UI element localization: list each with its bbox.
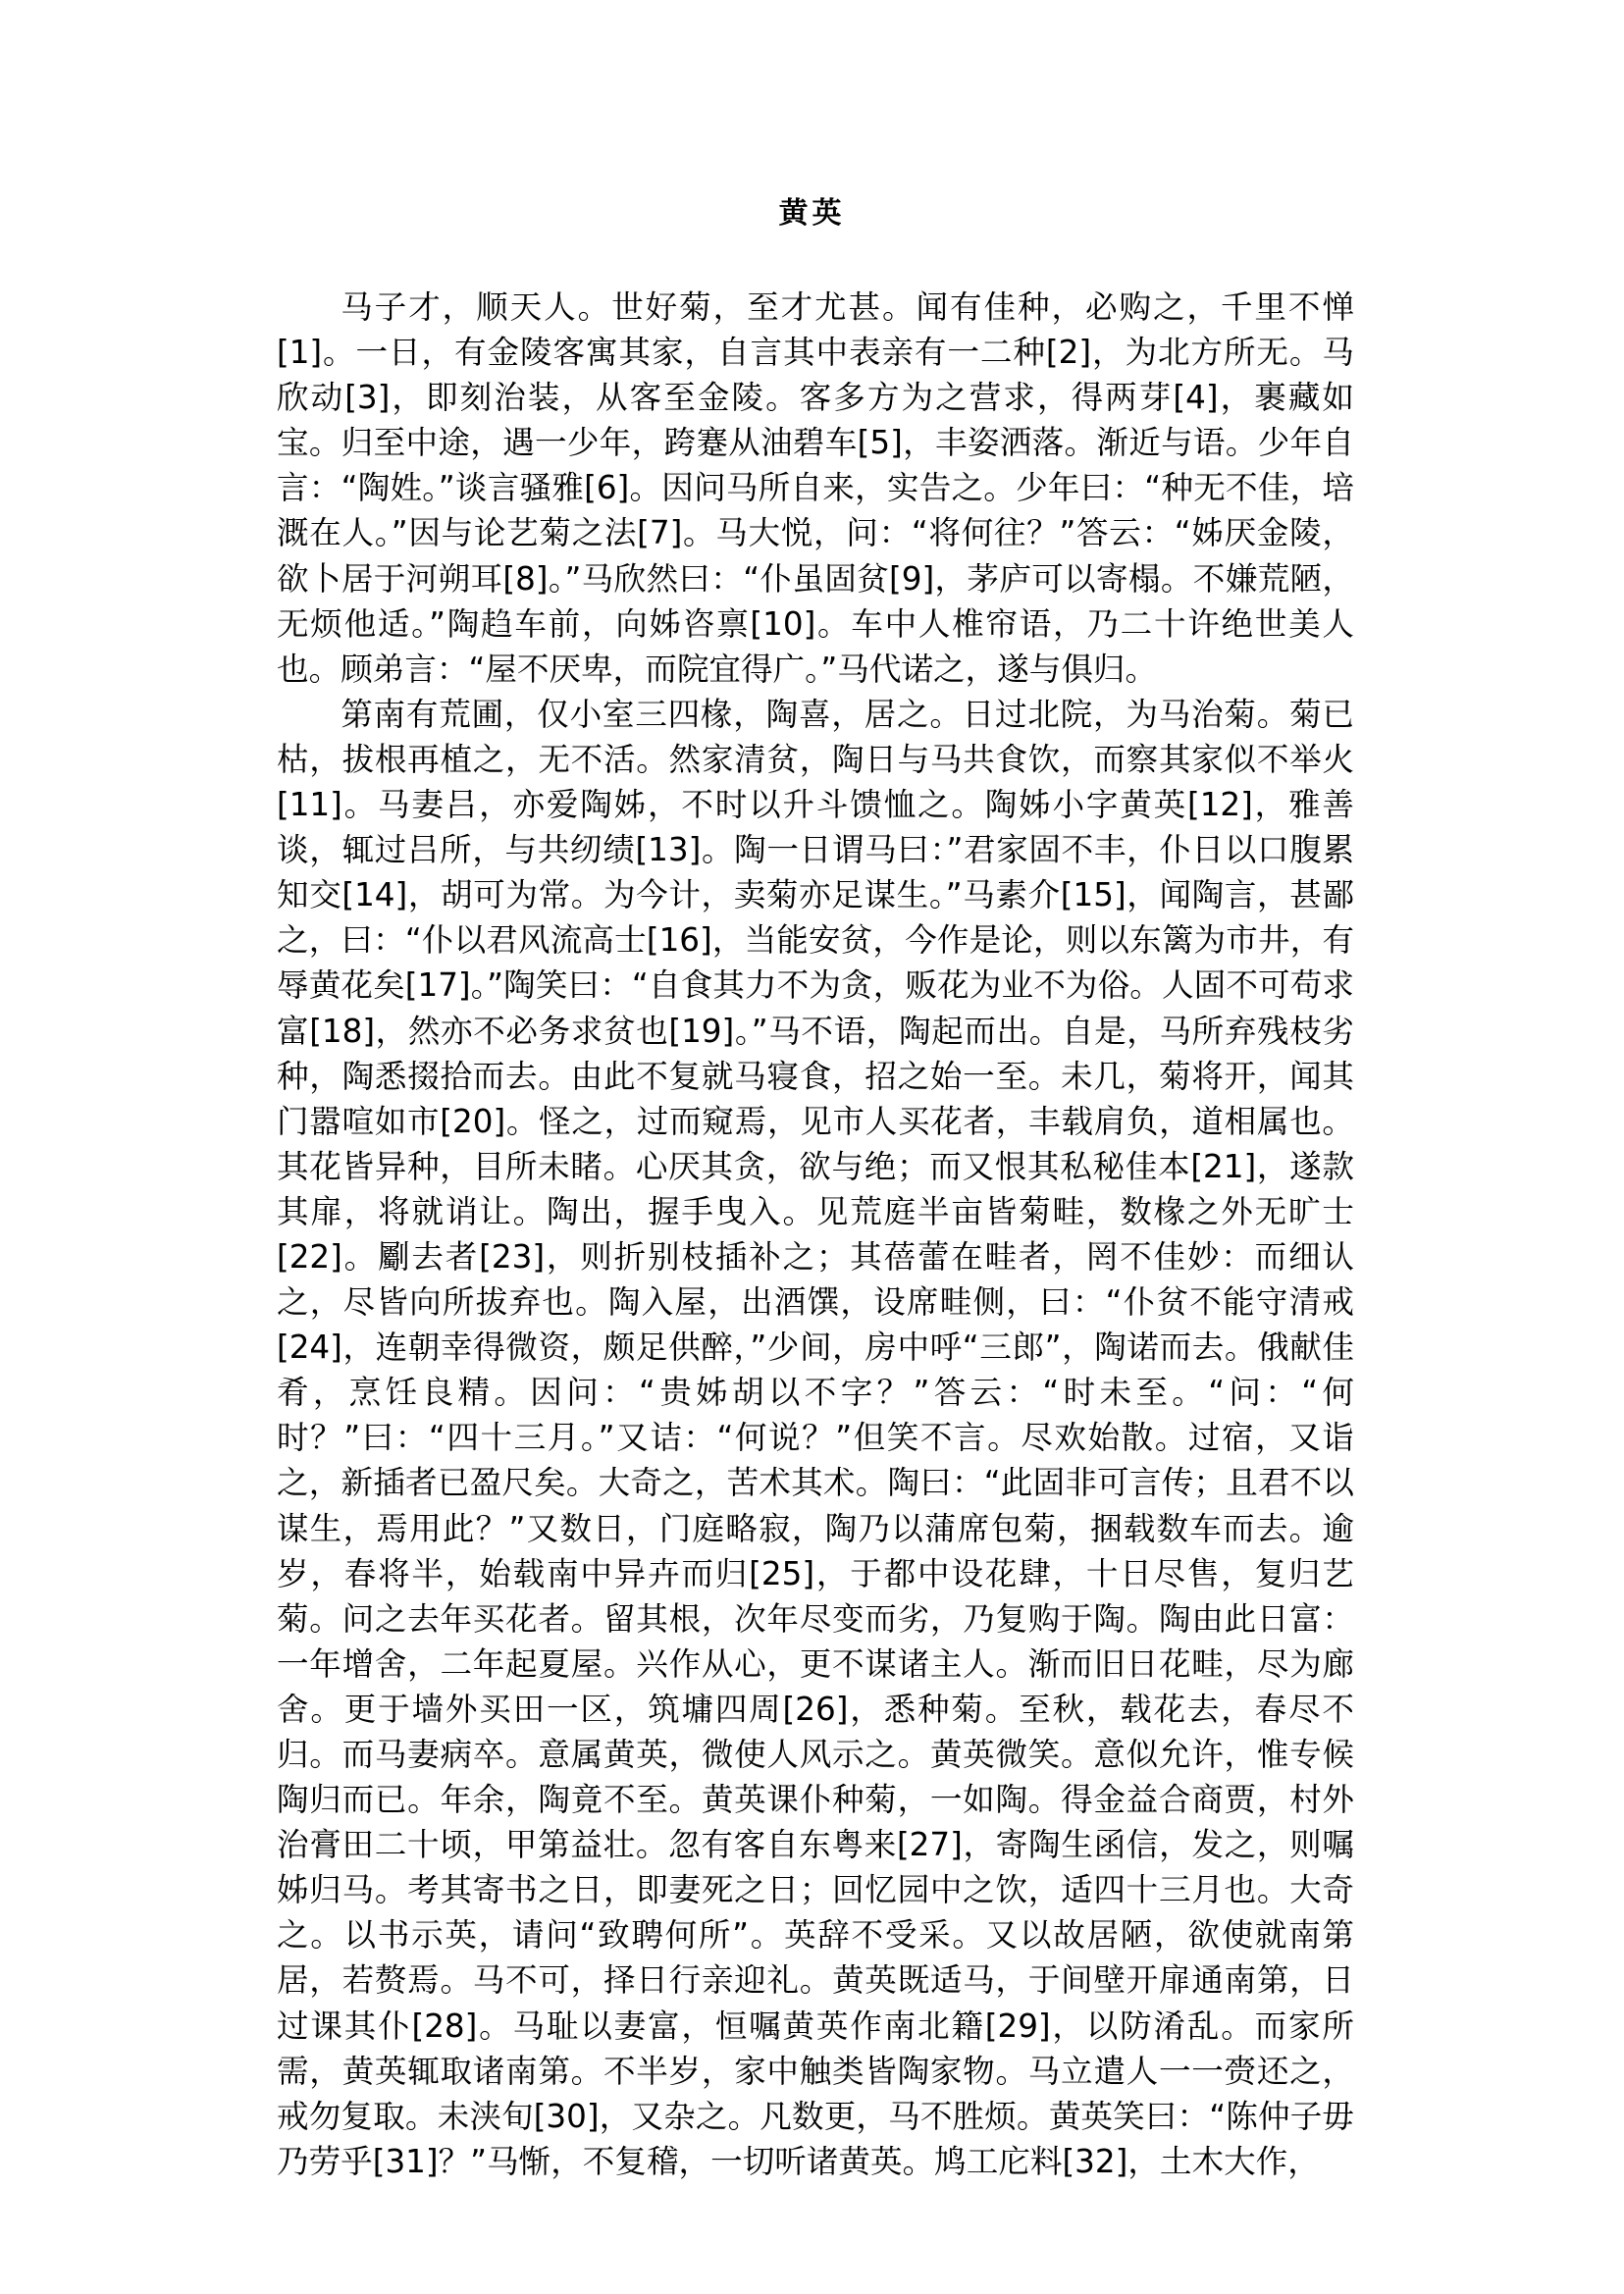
paragraph: 马子才，顺天人。世好菊，至才尤甚。闻有佳种，必购之，千里不惮[1]。一日，有金陵客寓其家，自言其中表亲有一二种[2]，为北方所无。马欣动[3]，即刻治装，从客至金陵。客多方为之营求，得两芽[4]，裹藏如宝。归至中途，遇一少年，跨蹇从油碧车[5]，丰姿洒落。渐近与语。少年自言：“陶姓。”谈言骚雅[6]。因问马所自来，实告之。少年曰：“种无不佳，培溉在人。”因与论艺菊之法[7]。马大悦，问：“将何往？”答云：“姊厌金陵，欲卜居于河朔耳[8]。”马欣然曰：“仆虽固贫[9]，茅庐可以寄榻。不嫌荒陋，无烦他适。”陶趋车前，向姊咨禀[10]。车中人椎帘语，乃二十许绝世美人也。顾弟言：“屋不厌卑，而院宜得广。”马代诺之，遂与俱归。 [277,288,1354,688]
paragraph: 第南有荒圃，仅小室三四椽，陶喜，居之。日过北院，为马治菊。菊已枯，拔根再植之，无不活。然家清贫，陶日与马共食饮，而察其家似不举火[11]。马妻吕，亦爱陶姊，不时以升斗馈恤之。陶姊小字黄英[12]，雅善谈，辄过吕所，与共纫绩[13]。陶一日谓马曰：”君家固不丰，仆日以口腹累知交[14]，胡可为常。为今计，卖菊亦足谋生。”马素介[15]，闻陶言，甚鄙之，曰：“仆以君风流高士[16]，当能安贫，今作是论，则以东篱为市井，有辱黄花矣[17]。”陶笑曰：“自食其力不为贪，贩花为业不为俗。人固不可苟求富[18]，然亦不必务求贫也[19]。”马不语，陶起而出。自是，马所弃残枝劣种，陶悉掇拾而去。由此不复就马寝食，招之始一至。未几，菊将开，闻其门嚣喧如市[20]。怪之，过而窥焉，见市人买花者，丰载肩负，道相属也。其花皆异种，目所未睹。心厌其贪，欲与绝；而又恨其私秘佳本[21]，遂款其扉，将就诮让。陶出，握手曳入。见荒庭半亩皆菊畦，数椽之外无旷士[22]。劚去者[23]，则折别枝插补之；其蓓蕾在畦者，罔不佳妙：而细认之，尽皆向所拔弃也。陶入屋，出酒馔，设席畦侧，曰：“仆贫不能守清戒[24]，连朝幸得微资，颇足供醉，”少间，房中呼“三郎”，陶诺而去。俄献佳肴，烹饪良精。因问：“贵姊胡以不字？”答云：“时未至。“问：“何时？”曰：“四十三月。”又诘：“何说？”但笑不言。尽欢始散。过宿，又诣之，新插者已盈尺矣。大奇之，苦术其术。陶曰：“此固非可言传；且君不以谋生，焉用此？”又数日，门庭略寂，陶乃以蒲席包菊，捆载数车而去。逾岁，春将半，始载南中异卉而归[25]，于都中设花肆，十日尽售，复归艺菊。问之去年买花者。留其根，次年尽变而劣，乃复购于陶。陶由此日富：一年增舍，二年起夏屋。兴作从心，更不谋诸主人。渐而旧日花畦，尽为廊舍。更于墙外买田一区，筑墉四周[26]，悉种菊。至秋，载花去，春尽不归。而马妻病卒。意属黄英，微使人风示之。黄英微笑。意似允许，惟专候陶归而已。年余，陶竟不至。黄英课仆种菊，一如陶。得金益合商贾，村外治膏田二十顷，甲第益壮。忽有客自东粤来[27]，寄陶生函信，发之，则嘱姊归马。考其寄书之日，即妻死之日；回忆园中之饮，适四十三月也。大奇之。以书示英，请问“致聘何所”。英辞不受采。又以故居陋，欲使就南第居，若赘焉。马不可，择日行亲迎礼。黄英既适马，于间壁开扉通南第，日过课其仆[28]。马耻以妻富，恒嘱黄英作南北籍[29]，以防淆乱。而家所需，黄英辄取诸南第。不半岁，家中触类皆陶家物。马立遣人一一赍还之，戒勿复取。未浃旬[30]，又杂之。凡数更，马不胜烦。黄英笑曰：“陈仲子毋乃劳乎[31]？”马惭，不复稽，一切听诸黄英。鸠工庀料[32]，土木大作， [277,695,1354,2180]
document-title: 黄英 [778,196,846,231]
document-body [277,285,1354,2184]
